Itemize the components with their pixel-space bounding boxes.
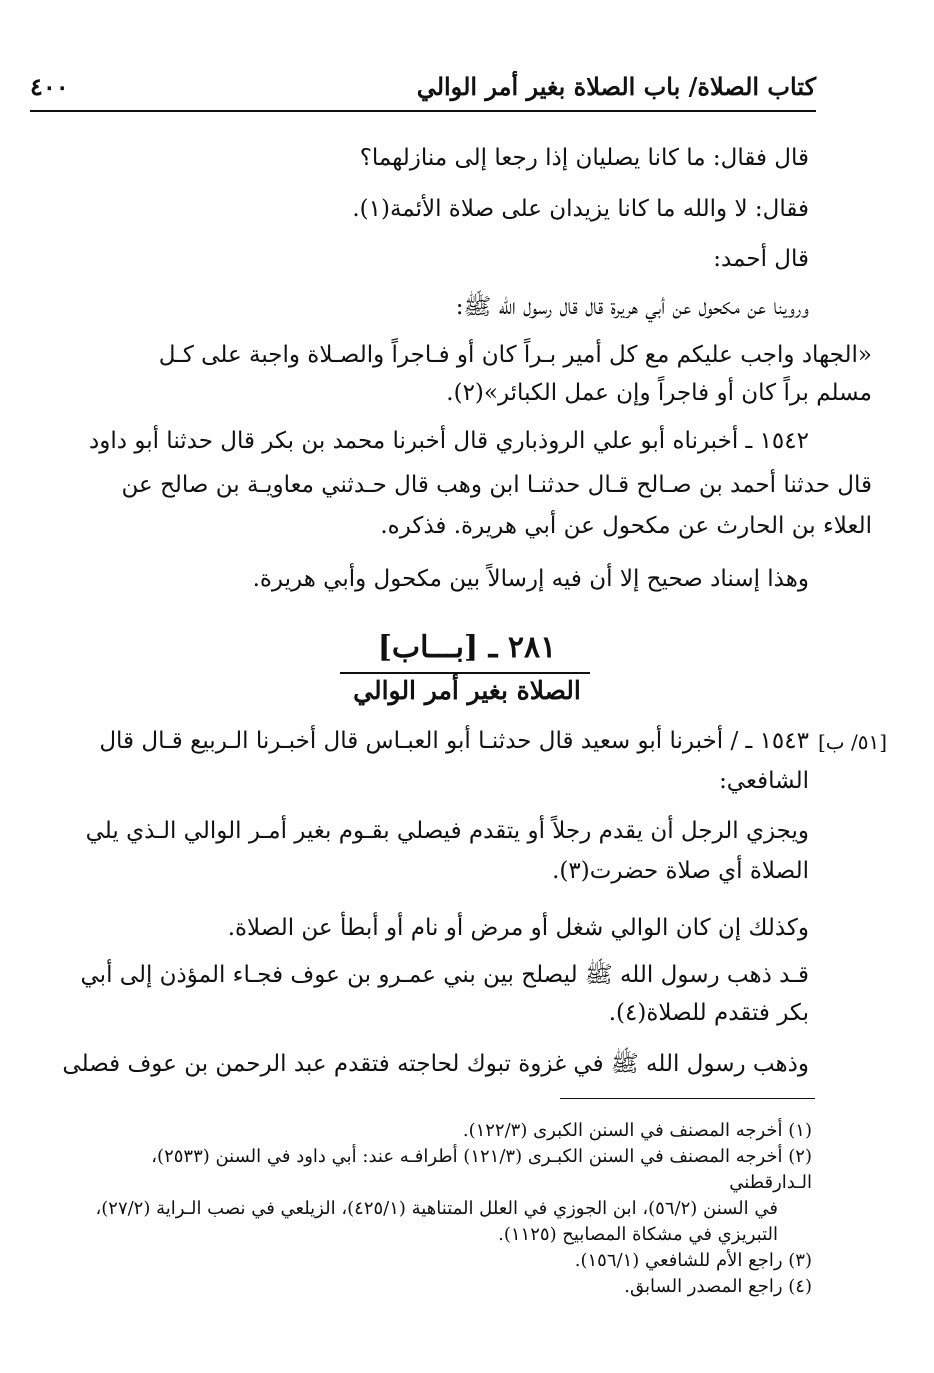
text-line: وذهب رسول الله ﷺ في غزوة تبوك لحاجته فتقدم عبد الرحمن بن عوف فصلى — [62, 1051, 809, 1077]
chapter-title: الصلاة بغير أمر الوالي — [353, 676, 581, 705]
page-header — [30, 72, 816, 106]
page-number: ٤٠٠ — [30, 72, 69, 101]
text-line: وكذلك إن كان الوالي شغل أو مرض أو نام أو أبطأ عن الصلاة. — [227, 915, 809, 941]
chapter-number: ٢٨١ ـ [بـــاب] — [377, 630, 557, 665]
footnote-2-cont: في السنن (٥٦/٢)، ابن الجوزي في العلل المتناهية (٤٢٥/١)، الزيلعي في نصب الـراية (٢٧/٢)، — [95, 1198, 778, 1219]
text-line: قـد ذهب رسول الله ﷺ ليصلح بين بني عمـرو بن عوف فجـاء المؤذن إلى أبي — [80, 962, 809, 988]
text-line: قال أحمد: — [713, 246, 809, 272]
text-line: ويجزي الرجل أن يقدم رجلاً أو يتقدم فيصلي بقـوم بغير أمـر الوالي الـذي يلي — [85, 818, 809, 844]
text-line: قال فقال: ما كانا يصليان إذا رجعا إلى منازلهما؟ — [359, 145, 809, 171]
text-line: مسلم براً كان أو فاجراً وإن عمل الكبائر»(٢). — [446, 380, 872, 406]
text-line: وروينا عن مكحول عن أبي هريرة قال قال رسول الله ﷺ: — [455, 294, 809, 320]
header-rule — [30, 110, 816, 112]
footnote-2-cont: التبريزي في مشكاة المصابيح (١١٢٥). — [498, 1224, 778, 1245]
text-line: قال حدثنا أحمد بن صـالح قـال حدثنـا ابن وهب قال حـدثني معاويـة بن صالح عن — [121, 472, 872, 498]
running-title: كتاب الصلاة/ باب الصلاة بغير أمر الوالي — [416, 72, 816, 101]
hadith-1543: ١٥٤٣ ـ / أخبرنا أبو سعيد قال حدثنـا أبو العبـاس قال أخبـرنا الـربيع قـال قال — [99, 728, 809, 754]
text-line: الصلاة أي صلاة حضرت(٣). — [552, 858, 809, 884]
chapter-number-rule — [340, 672, 590, 674]
text-line: وهذا إسناد صحيح إلا أن فيه إرسالاً بين مكحول وأبي هريرة. — [252, 566, 809, 592]
footnote-1: (١) أخرجه المصنف في السنن الكبرى (١٢٢/٣). — [462, 1120, 812, 1141]
text-line: فقال: لا والله ما كانا يزيدان على صلاة الأئمة(١). — [352, 196, 809, 222]
text-line: «الجهاد واجب عليكم مع كل أمير بـراً كان أو فـاجراً والصـلاة واجبة على كـل — [158, 342, 872, 368]
text-line: الشافعي: — [719, 768, 809, 794]
text-line: العلاء بن الحارث عن مكحول عن أبي هريرة. فذكره. — [380, 513, 872, 539]
footnote-4: (٤) راجع المصدر السابق. — [624, 1276, 812, 1297]
footnote-2: (٢) أخرجه المصنف في السنن الكبـرى (١٢١/٣) أطرافـه عند: أبي داود في السنن (٢٥٣٣)، الـدارقطني — [151, 1146, 812, 1193]
folio-margin-note: [٥١/ ب] — [818, 730, 888, 754]
footnotes — [72, 1118, 812, 1300]
footnote-separator — [560, 1098, 815, 1099]
text-line: بكر فتقدم للصلاة(٤). — [608, 1000, 809, 1026]
footnote-3: (٣) راجع الأم للشافعي (١٥٦/١). — [574, 1250, 812, 1271]
hadith-1542: ١٥٤٢ ـ أخبرناه أبو علي الروذباري قال أخبرنا محمد بن بكر قال حدثنا أبو داود — [89, 428, 809, 454]
